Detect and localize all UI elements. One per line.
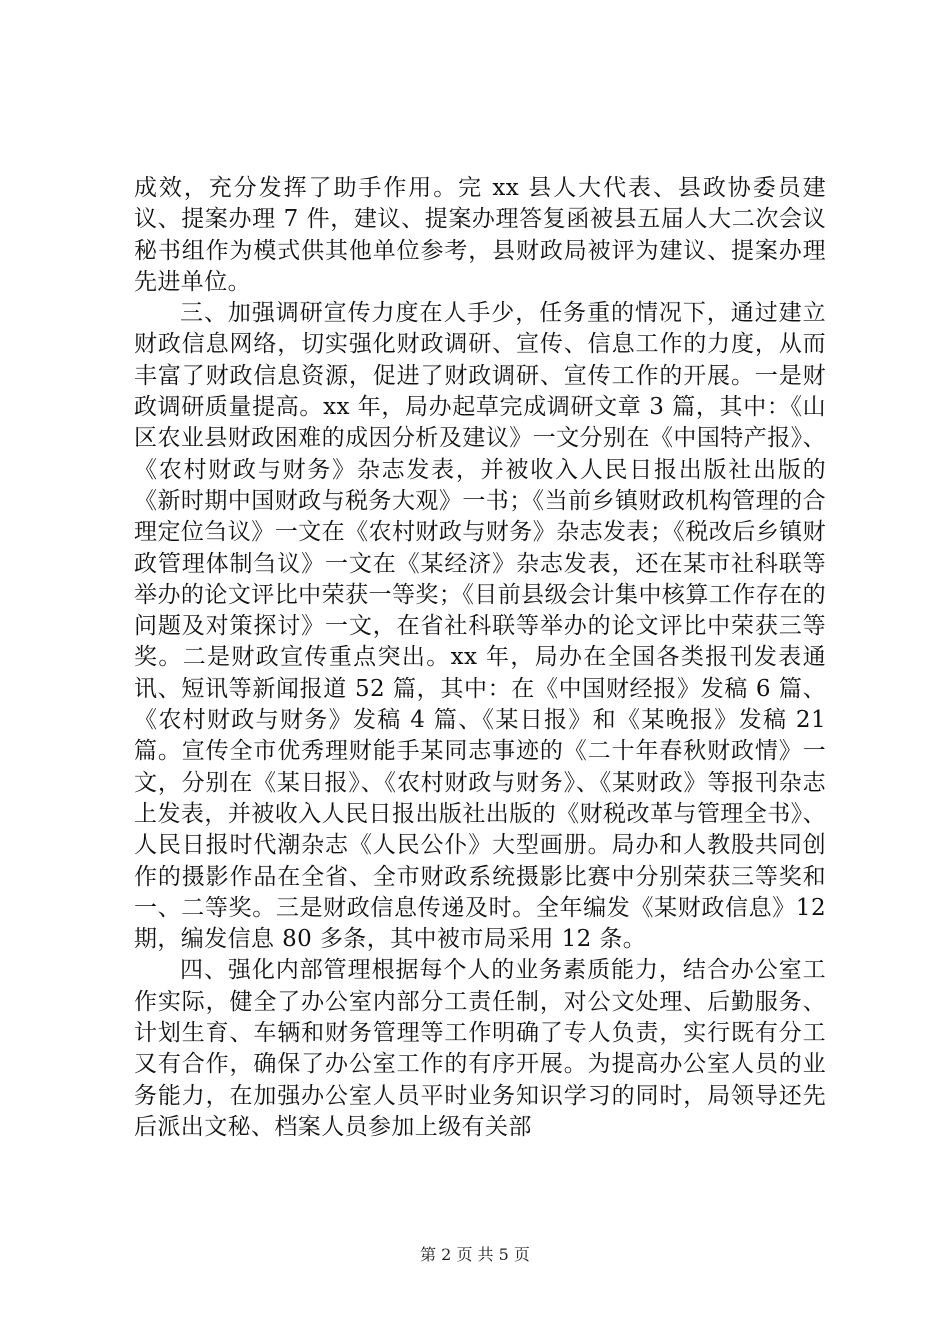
paragraph-continuation: 成效，充分发挥了助手作用。完 xx 县人大代表、县政协委员建议、提案办理 7 件，建议、提案办理答复函被县五届人大二次会议秘书组作为模式供其他单位参考，县财政局被评为建议、提案办理先进单位。 <box>134 175 826 295</box>
document-body <box>134 173 826 1143</box>
page-number-footer: 第 2 页 共 5 页 <box>420 1245 530 1264</box>
paragraph-section-three: 三、加强调研宣传力度在人手少，任务重的情况下，通过建立财政信息网络，切实强化财政调研、宣传、信息工作的力度，从而丰富了财政信息资源，促进了财政调研、宣传工作的开展。一是财政调研质量提高。xx 年，局办起草完成调研文章 3 篇，其中：《山区农业县财政困难的成因分析及建议》一文分别在《中国特产报》、《农村财政与财务》杂志发表，并被收入人民日报出版社出版的《新时期中国财政与税务大观》一书；《当前乡镇财政机构管理的合理定位刍议》一文在《农村财政与财务》杂志发表；《税改后乡镇财政管理体制刍议》一文在《某经济》杂志发表，还在某市社科联等举办的论文评比中荣获一等奖；《目前县级会计集中核算工作存在的问题及对策探讨》一文，在省社科联等举办的论文评比中荣获三等奖。二是财政宣传重点突出。xx 年，局办在全国各类报刊发表通讯、短讯等新闻报道 52 篇，其中：在《中国财经报》发稿 6 篇、《农村财政与财务》发稿 4 篇、《某日报》和《某晚报》发稿 21 篇。宣传全市优秀理财能手某同志事迹的《二十年春秋财政情》一文，分别在《某日报》、《农村财政与财务》、《某财政》等报刊杂志上发表，并被收入人民日报出版社出版的《财税改革与管理全书》、人民日报时代潮杂志《人民公仆》大型画册。局办和人教股共同创作的摄影作品在全省、全市财政系统摄影比赛中分别荣获三等奖和一、二等奖。三是财政信息传递及时。全年编发《某财政信息》12 期，编发信息 80 多条，其中被市局采用 12 条。 <box>134 300 826 953</box>
paragraph-section-four: 四、强化内部管理根据每个人的业务素质能力，结合办公室工作实际，健全了办公室内部分工责任制，对公文处理、后勤服务、计划生育、车辆和财务管理等工作明确了专人负责，实行既有分工又有合作，确保了办公室工作的有序开展。为提高办公室人员的业务能力，在加强办公室人员平时业务知识学习的同时，局领导还先后派出文秘、档案人员参加上级有关部 <box>134 957 826 1140</box>
